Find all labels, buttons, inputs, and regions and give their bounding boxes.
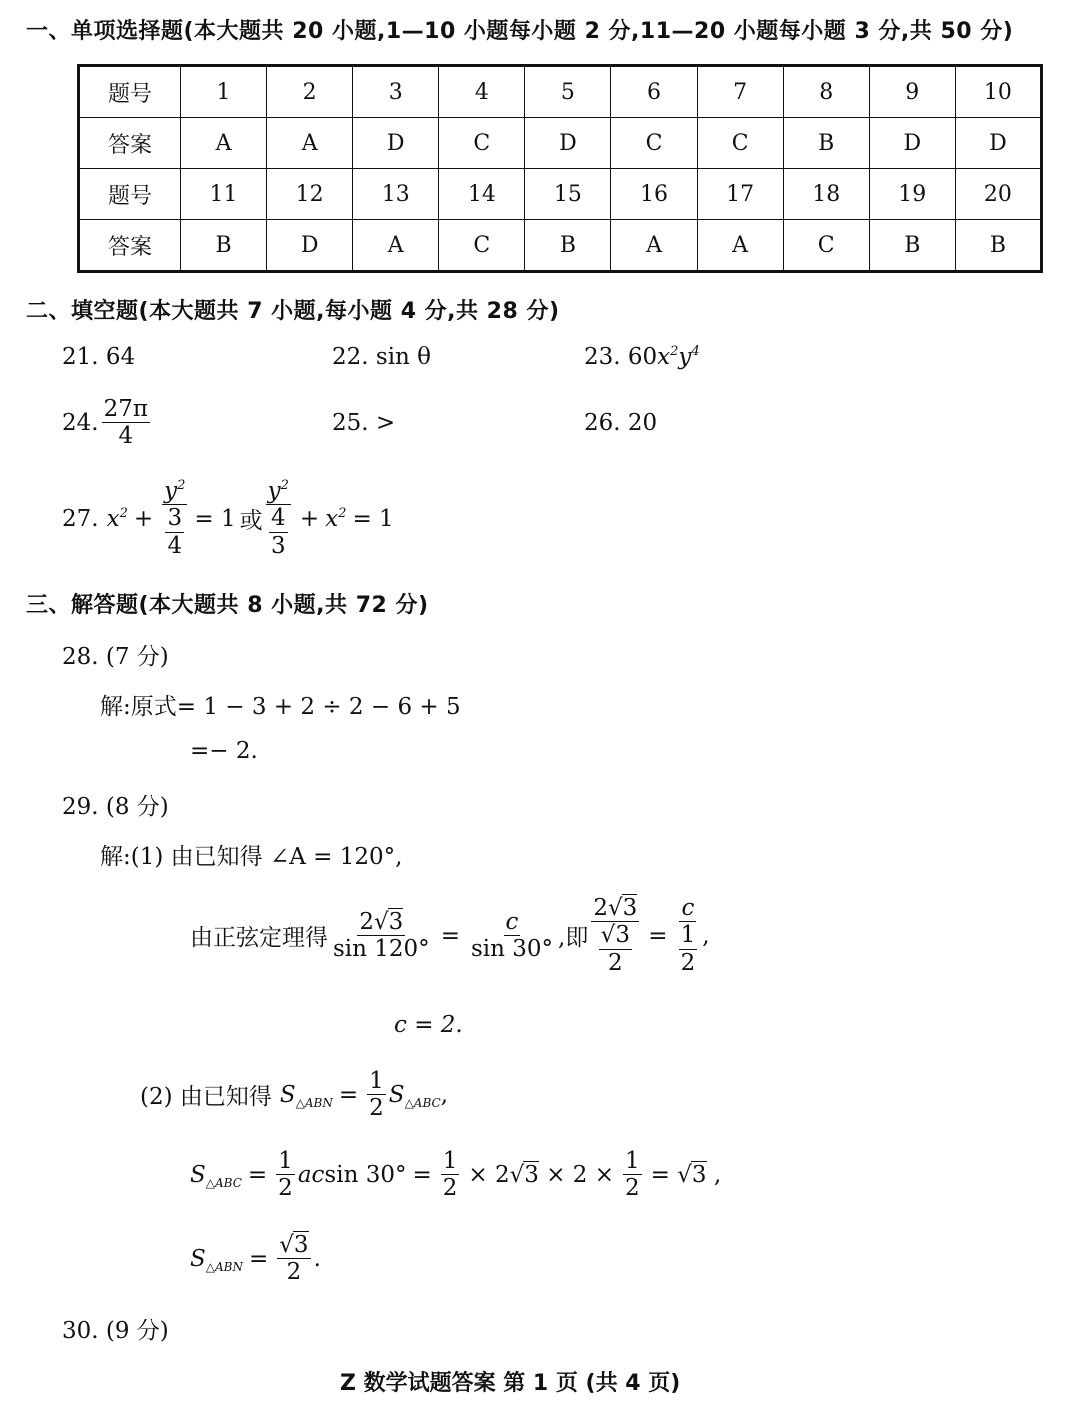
q29-area-calc bbox=[190, 1148, 721, 1202]
table-cell: 14 bbox=[439, 169, 525, 220]
fraction bbox=[276, 1148, 295, 1202]
table-cell: 10 bbox=[955, 66, 1041, 118]
math-expr: = 1 bbox=[194, 505, 236, 532]
math-expr: . bbox=[313, 1245, 321, 1272]
fraction-numerator: $y^2$ bbox=[267, 478, 289, 504]
q29-part2 bbox=[140, 1068, 448, 1122]
fraction-denominator: 2 bbox=[625, 1175, 640, 1202]
fraction bbox=[679, 922, 698, 976]
table-cell: B bbox=[525, 220, 611, 272]
fraction-denominator: 2 bbox=[680, 949, 696, 976]
fraction-numerator: 2√3 bbox=[593, 895, 638, 921]
fraction bbox=[677, 895, 700, 976]
math-expr: = √3 , bbox=[650, 1161, 722, 1188]
fraction-numerator: 1 bbox=[442, 1148, 458, 1174]
fraction-numerator: 1 bbox=[625, 1148, 640, 1174]
math-expr: = bbox=[648, 922, 668, 949]
fraction-numerator: 2√3 bbox=[359, 908, 404, 935]
table-cell: B bbox=[869, 220, 955, 272]
math-expr: = bbox=[338, 1081, 359, 1108]
table-cell: 12 bbox=[267, 169, 353, 220]
table-cell: 8 bbox=[783, 66, 869, 118]
math-expr: = bbox=[440, 922, 460, 949]
table-cell: 18 bbox=[783, 169, 869, 220]
or-text: 或 bbox=[239, 508, 263, 535]
fraction bbox=[165, 505, 184, 559]
table-cell: B bbox=[181, 220, 267, 272]
fraction bbox=[367, 1068, 386, 1122]
table-cell: 13 bbox=[353, 169, 439, 220]
math-expr: = bbox=[247, 1161, 268, 1188]
q28-line2: =− 2. bbox=[190, 738, 258, 764]
table-header-label: 题号 bbox=[79, 169, 181, 220]
table-cell: A bbox=[267, 118, 353, 169]
section1-title: 一、单项选择题(本大题共 20 小题,1—10 小题每小题 2 分,11—20 小题每小题 3 分,共 50 分) bbox=[26, 19, 1014, 44]
math-expr: , bbox=[440, 1081, 448, 1108]
fraction-numerator: 3 bbox=[167, 505, 183, 532]
fraction-numerator: 1 bbox=[278, 1148, 293, 1174]
fraction-numerator: √3 bbox=[279, 1232, 309, 1258]
math-expr: + bbox=[133, 505, 154, 532]
fraction-denominator bbox=[597, 922, 634, 976]
fraction-denominator: 2 bbox=[607, 949, 623, 976]
fraction-denominator: 2 bbox=[369, 1095, 384, 1122]
math-expr: = bbox=[412, 1161, 432, 1188]
ji-text: ,即 bbox=[558, 925, 589, 952]
q30-header: 30. (9 分) bbox=[62, 1318, 169, 1344]
math-expr: $S_{\triangle ABN}$ bbox=[279, 1081, 333, 1110]
math-expr: = bbox=[248, 1245, 269, 1272]
table-cell: 4 bbox=[439, 66, 525, 118]
table-cell: B bbox=[783, 118, 869, 169]
table-cell: 11 bbox=[181, 169, 267, 220]
fraction-denominator bbox=[163, 505, 186, 559]
table-cell: 2 bbox=[267, 66, 353, 118]
table-cell: C bbox=[439, 118, 525, 169]
table-cell: 6 bbox=[611, 66, 697, 118]
fraction bbox=[469, 909, 555, 963]
fraction-denominator bbox=[677, 922, 700, 976]
q29-c-result: c = 2. bbox=[394, 1012, 463, 1038]
q29-header: 29. (8 分) bbox=[62, 794, 169, 820]
table-cell: A bbox=[353, 220, 439, 272]
answer-table bbox=[77, 64, 1043, 273]
table-cell: C bbox=[611, 118, 697, 169]
table-cell: 9 bbox=[869, 66, 955, 118]
table-cell: 5 bbox=[525, 66, 611, 118]
table-row bbox=[79, 169, 1042, 220]
fraction-denominator: 4 bbox=[167, 532, 183, 559]
fraction-denominator: sin 30° bbox=[470, 936, 554, 963]
table-row bbox=[79, 118, 1042, 169]
table-cell: A bbox=[697, 220, 783, 272]
answer-24 bbox=[62, 396, 153, 450]
q29-part1: 解:(1) 由已知得 ∠A = 120°, bbox=[100, 844, 403, 870]
fraction-numerator: 27π bbox=[103, 396, 148, 422]
table-cell: A bbox=[611, 220, 697, 272]
fraction-numerator: √3 bbox=[600, 922, 630, 949]
math-expr: $x^2y^4$ bbox=[657, 344, 700, 370]
fraction-numerator: c bbox=[505, 908, 519, 935]
table-cell: 3 bbox=[353, 66, 439, 118]
fraction-denominator: sin 120° bbox=[333, 936, 430, 963]
answer-23 bbox=[584, 344, 700, 370]
sine-law-text: 由正弦定理得 bbox=[190, 925, 328, 952]
q28-line1: 解:原式= 1 − 3 + 2 ÷ 2 − 6 + 5 bbox=[100, 694, 461, 720]
table-cell: D bbox=[353, 118, 439, 169]
math-expr: = 1 bbox=[352, 505, 394, 532]
table-cell: 19 bbox=[869, 169, 955, 220]
fraction bbox=[331, 909, 432, 963]
fraction-numerator: $y^2$ bbox=[164, 478, 186, 504]
q29-abn-result bbox=[190, 1232, 321, 1286]
q29-sine-law bbox=[190, 895, 710, 976]
fraction-denominator: 2 bbox=[442, 1175, 458, 1202]
q28-header: 28. (7 分) bbox=[62, 644, 169, 670]
table-cell: A bbox=[181, 118, 267, 169]
table-cell: B bbox=[955, 220, 1041, 272]
table-answer-label: 答案 bbox=[79, 220, 181, 272]
answer-27-prefix: 27. bbox=[62, 505, 99, 532]
fraction-numerator: 1 bbox=[369, 1068, 384, 1094]
table-cell: 15 bbox=[525, 169, 611, 220]
fraction bbox=[441, 1148, 460, 1202]
fraction-denominator: 3 bbox=[270, 532, 286, 559]
table-header-label: 题号 bbox=[79, 66, 181, 118]
table-cell: D bbox=[955, 118, 1041, 169]
math-expr: , bbox=[702, 922, 710, 949]
math-expr: $S_{\triangle ABN}$ bbox=[190, 1245, 243, 1274]
math-expr: acsin 30° bbox=[297, 1161, 407, 1188]
fraction-numerator: c bbox=[681, 895, 695, 921]
math-expr: $S_{\triangle ABC}$ bbox=[388, 1081, 441, 1110]
table-cell: C bbox=[783, 220, 869, 272]
part2-text: (2) 由已知得 bbox=[140, 1084, 272, 1111]
table-cell: 20 bbox=[955, 169, 1041, 220]
fraction bbox=[277, 1232, 310, 1286]
fraction bbox=[591, 895, 639, 976]
math-expr: × 2√3 × 2 × bbox=[468, 1161, 615, 1188]
fraction-denominator: 4 bbox=[118, 423, 134, 450]
table-cell: C bbox=[439, 220, 525, 272]
fraction bbox=[102, 396, 150, 450]
fraction-denominator: 2 bbox=[286, 1259, 302, 1286]
answer-25: 25. > bbox=[332, 410, 396, 436]
fraction bbox=[269, 505, 288, 559]
table-answer-label: 答案 bbox=[79, 118, 181, 169]
math-expr: $x^2$ bbox=[106, 505, 128, 532]
answer-27 bbox=[62, 478, 394, 559]
math-expr: $x^2$ bbox=[325, 505, 347, 532]
section2-title: 二、填空题(本大题共 7 小题,每小题 4 分,共 28 分) bbox=[26, 299, 560, 324]
fraction-denominator bbox=[267, 505, 290, 559]
answer-26: 26. 20 bbox=[584, 410, 658, 436]
fraction bbox=[266, 478, 291, 559]
table-cell: 7 bbox=[697, 66, 783, 118]
table-cell: D bbox=[267, 220, 353, 272]
table-cell: 1 bbox=[181, 66, 267, 118]
fraction bbox=[623, 1148, 642, 1202]
table-cell: D bbox=[525, 118, 611, 169]
answer-22: 22. sin θ bbox=[332, 344, 432, 370]
fraction-numerator: 4 bbox=[270, 505, 286, 532]
fraction bbox=[162, 478, 187, 559]
fraction-numerator: 1 bbox=[680, 922, 696, 949]
section3-title: 三、解答题(本大题共 8 小题,共 72 分) bbox=[26, 593, 429, 618]
table-row bbox=[79, 220, 1042, 272]
math-expr: $S_{\triangle ABC}$ bbox=[190, 1161, 242, 1190]
table-cell: 16 bbox=[611, 169, 697, 220]
table-cell: 17 bbox=[697, 169, 783, 220]
answer-21: 21. 64 bbox=[62, 344, 136, 370]
table-cell: C bbox=[697, 118, 783, 169]
fraction-denominator: 2 bbox=[278, 1175, 293, 1202]
math-expr: + bbox=[299, 505, 320, 532]
table-row bbox=[79, 66, 1042, 118]
fraction bbox=[599, 922, 632, 976]
table-cell: D bbox=[869, 118, 955, 169]
page-footer: Z 数学试题答案 第 1 页 (共 4 页) bbox=[340, 1371, 681, 1396]
answer-24-prefix: 24. bbox=[62, 409, 99, 436]
answer-23-prefix: 23. 60 bbox=[584, 344, 658, 370]
